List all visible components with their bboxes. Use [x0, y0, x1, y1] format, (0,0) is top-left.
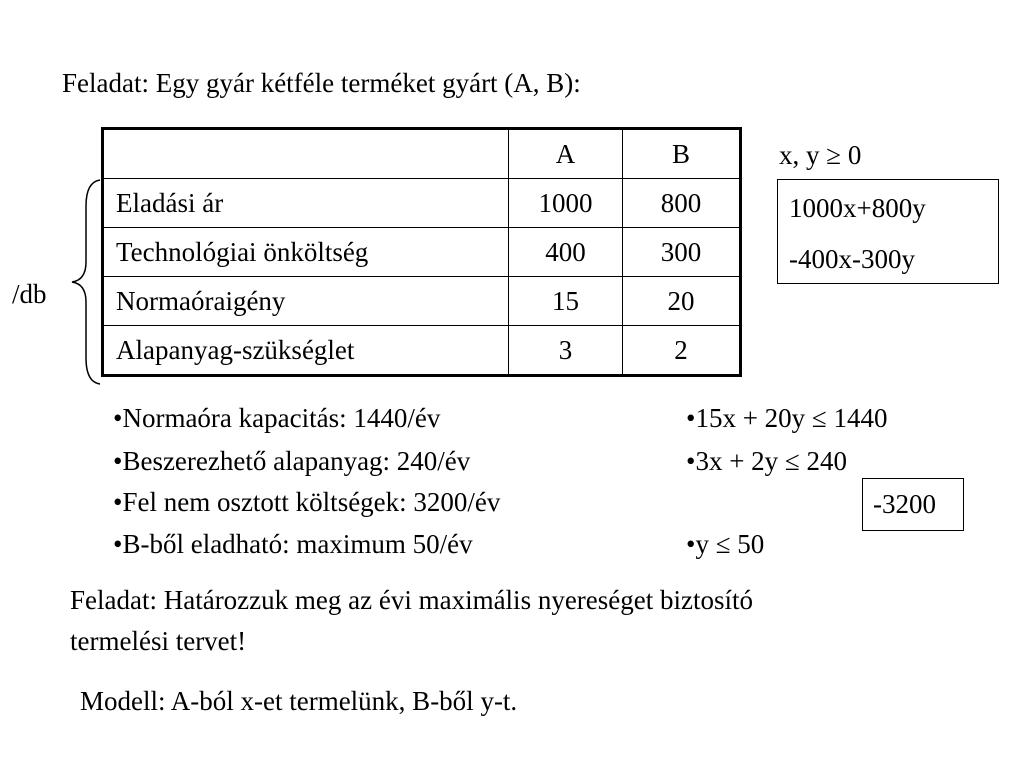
cell-b: 300	[623, 228, 741, 277]
per-unit-label: /db	[12, 279, 47, 309]
nonnegativity-condition: x, y ≥ 0	[779, 140, 862, 170]
column-header-b: B	[623, 129, 741, 179]
list-item: •Fel nem osztott költségek: 3200/év	[113, 487, 501, 517]
row-label: Technológiai önköltség	[103, 228, 509, 277]
column-header-a: A	[509, 129, 623, 179]
table-row	[103, 326, 741, 376]
objective-term: 1000x+800y	[789, 193, 926, 223]
constraint-item: •15x + 20y ≤ 1440	[686, 403, 888, 433]
row-label: Alapanyag-szükséglet	[103, 326, 509, 376]
table-row	[103, 179, 741, 228]
cell-a: 1000	[509, 179, 623, 228]
cell-a: 3	[509, 326, 623, 376]
list-item: •B-ből eladható: maximum 50/év	[113, 529, 473, 559]
cell-b: 800	[623, 179, 741, 228]
product-data-table	[101, 127, 742, 377]
row-label: Normaóraigény	[103, 277, 509, 326]
task-statement-continued: termelési tervet!	[70, 626, 247, 656]
fixed-cost-value: -3200	[873, 489, 936, 519]
table-corner-cell	[103, 129, 509, 179]
table-row	[103, 228, 741, 277]
list-item: •Beszerezhető alapanyag: 240/év	[113, 446, 471, 476]
task-title: Feladat: Egy gyár kétféle terméket gyárt (A, B):	[62, 68, 581, 98]
cell-a: 400	[509, 228, 623, 277]
cell-b: 2	[623, 326, 741, 376]
table-header-row	[103, 129, 741, 179]
list-item: •Normaóra kapacitás: 1440/év	[113, 403, 441, 433]
constraint-item: •3x + 2y ≤ 240	[686, 446, 847, 476]
task-statement: Feladat: Határozzuk meg az évi maximális nyereséget biztosító	[70, 585, 754, 615]
constraint-item: •y ≤ 50	[686, 529, 765, 559]
table-row	[103, 277, 741, 326]
curly-brace-icon	[70, 178, 104, 386]
objective-term: -400x-300y	[789, 244, 915, 274]
row-label: Eladási ár	[103, 179, 509, 228]
model-statement: Modell: A-ból x-et termelünk, B-ből y-t.	[80, 686, 518, 716]
cell-b: 20	[623, 277, 741, 326]
cell-a: 15	[509, 277, 623, 326]
